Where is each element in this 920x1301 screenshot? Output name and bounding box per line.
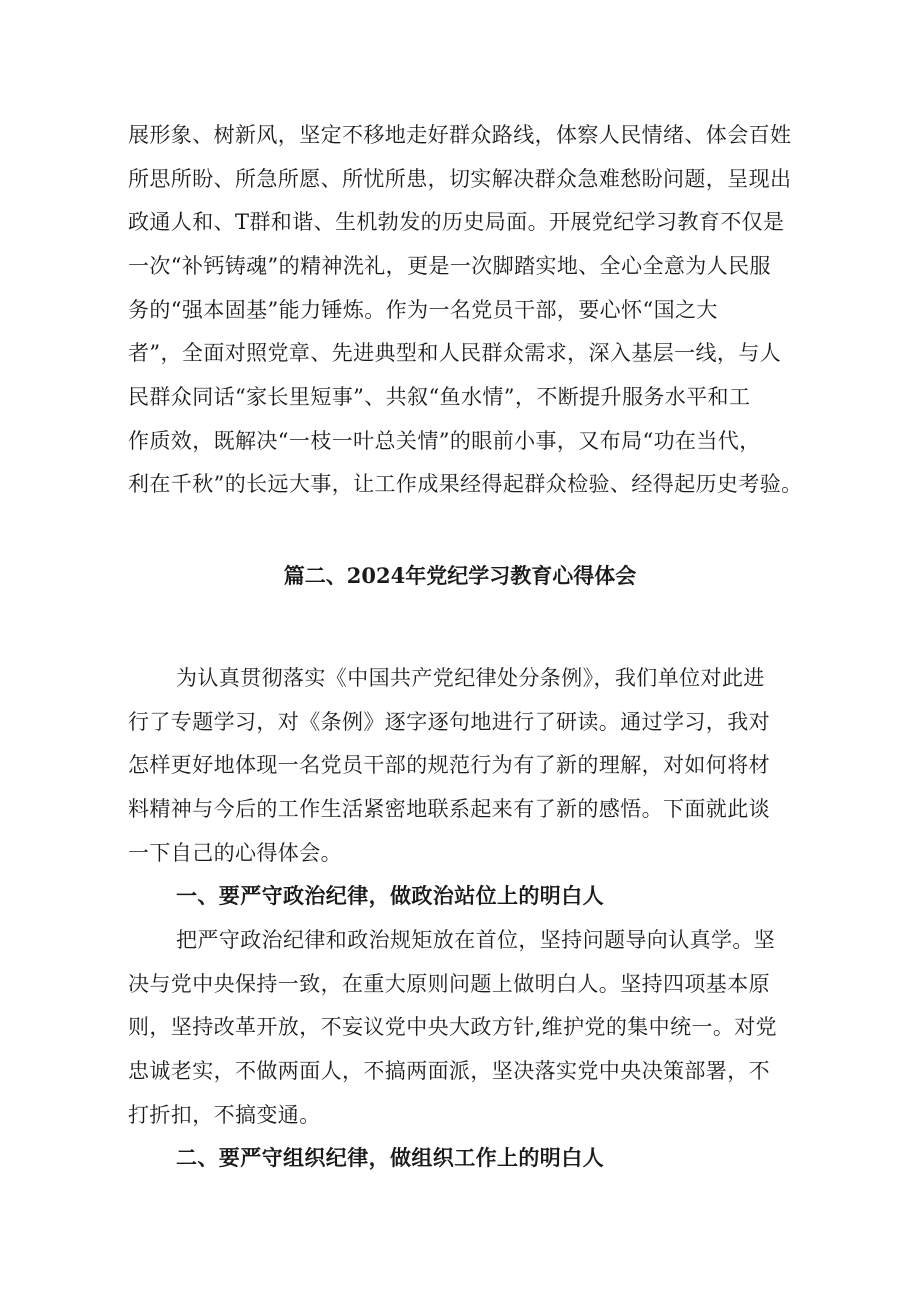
heading-organizational-discipline: 二、要严守组织纪律，做组织工作上的明白人 <box>176 1145 604 1170</box>
para3-line-3: 则，坚持改革开放，不妄议党中央大政方针,维护党的集中统一。对党 <box>128 1015 778 1039</box>
para3-line-4: 忠诚老实，不做两面人，不搞两面派，坚决落实党中央决策部署，不 <box>128 1059 770 1083</box>
para3-line-5: 打折扣，不搞变通。 <box>128 1103 321 1127</box>
para3-line-2: 决与党中央保持一致，在重大原则问题上做明白人。坚持四项基本原 <box>128 972 770 996</box>
para1-line-7: 民群众同话“家长里短事”、共叙“鱼水情”，不断提升服务水平和工 <box>128 385 751 409</box>
heading-political-discipline: 一、要严守政治纪律，做政治站位上的明白人 <box>176 883 604 908</box>
para2-line-2: 行了专题学习，对《条例》逐字逐句地进行了研读。通过学习，我对 <box>128 710 770 734</box>
para1-line-1: 展形象、树新风，坚定不移地走好群众路线，体察人民情绪、体会百姓 <box>128 123 792 147</box>
para2-line-1: 为认真贯彻落实《中国共产党纪律处分条例》，我们单位对此进 <box>176 666 765 690</box>
para1-line-9: 利在千秋”的长远大事，让工作成果经得起群众检验、经得起历史考验。 <box>128 472 803 496</box>
para2-line-4: 料精神与今后的工作生活紧密地联系起来有了新的感悟。下面就此谈 <box>128 797 770 821</box>
para1-line-6: 者”，全面对照党章、先进典型和人民群众需求，深入基层一线，与人 <box>128 341 782 365</box>
para3-line-1: 把严守政治纪律和政治规矩放在首位，坚持问题导向认真学。坚 <box>176 928 776 952</box>
para2-line-3: 怎样更好地体现一名党员干部的规范行为有了新的理解，对如何将材 <box>128 753 770 777</box>
para1-line-5: 务的“强本固基”能力锤炼。作为一名党员干部，要心怀“国之大 <box>128 298 718 322</box>
section-title: 篇二、2024年党纪学习教育心得体会 <box>283 563 637 588</box>
para1-line-4: 一次“补钙铸魂”的精神洗礼，更是一次脚踏实地、全心全意为人民服 <box>128 254 771 278</box>
para2-line-5: 一下自己的心得体会。 <box>128 841 342 865</box>
para1-line-2: 所思所盼、所急所愿、所忧所患，切实解决群众急难愁盼问题，呈现出 <box>128 167 792 191</box>
para1-line-8: 作质效，既解决“一枝一叶总关情”的眼前小事，又布局“功在当代， <box>128 429 761 453</box>
para1-line-3: 政通人和、T群和谐、生机勃发的历史局面。开展党纪学习教育不仅是 <box>128 210 785 234</box>
